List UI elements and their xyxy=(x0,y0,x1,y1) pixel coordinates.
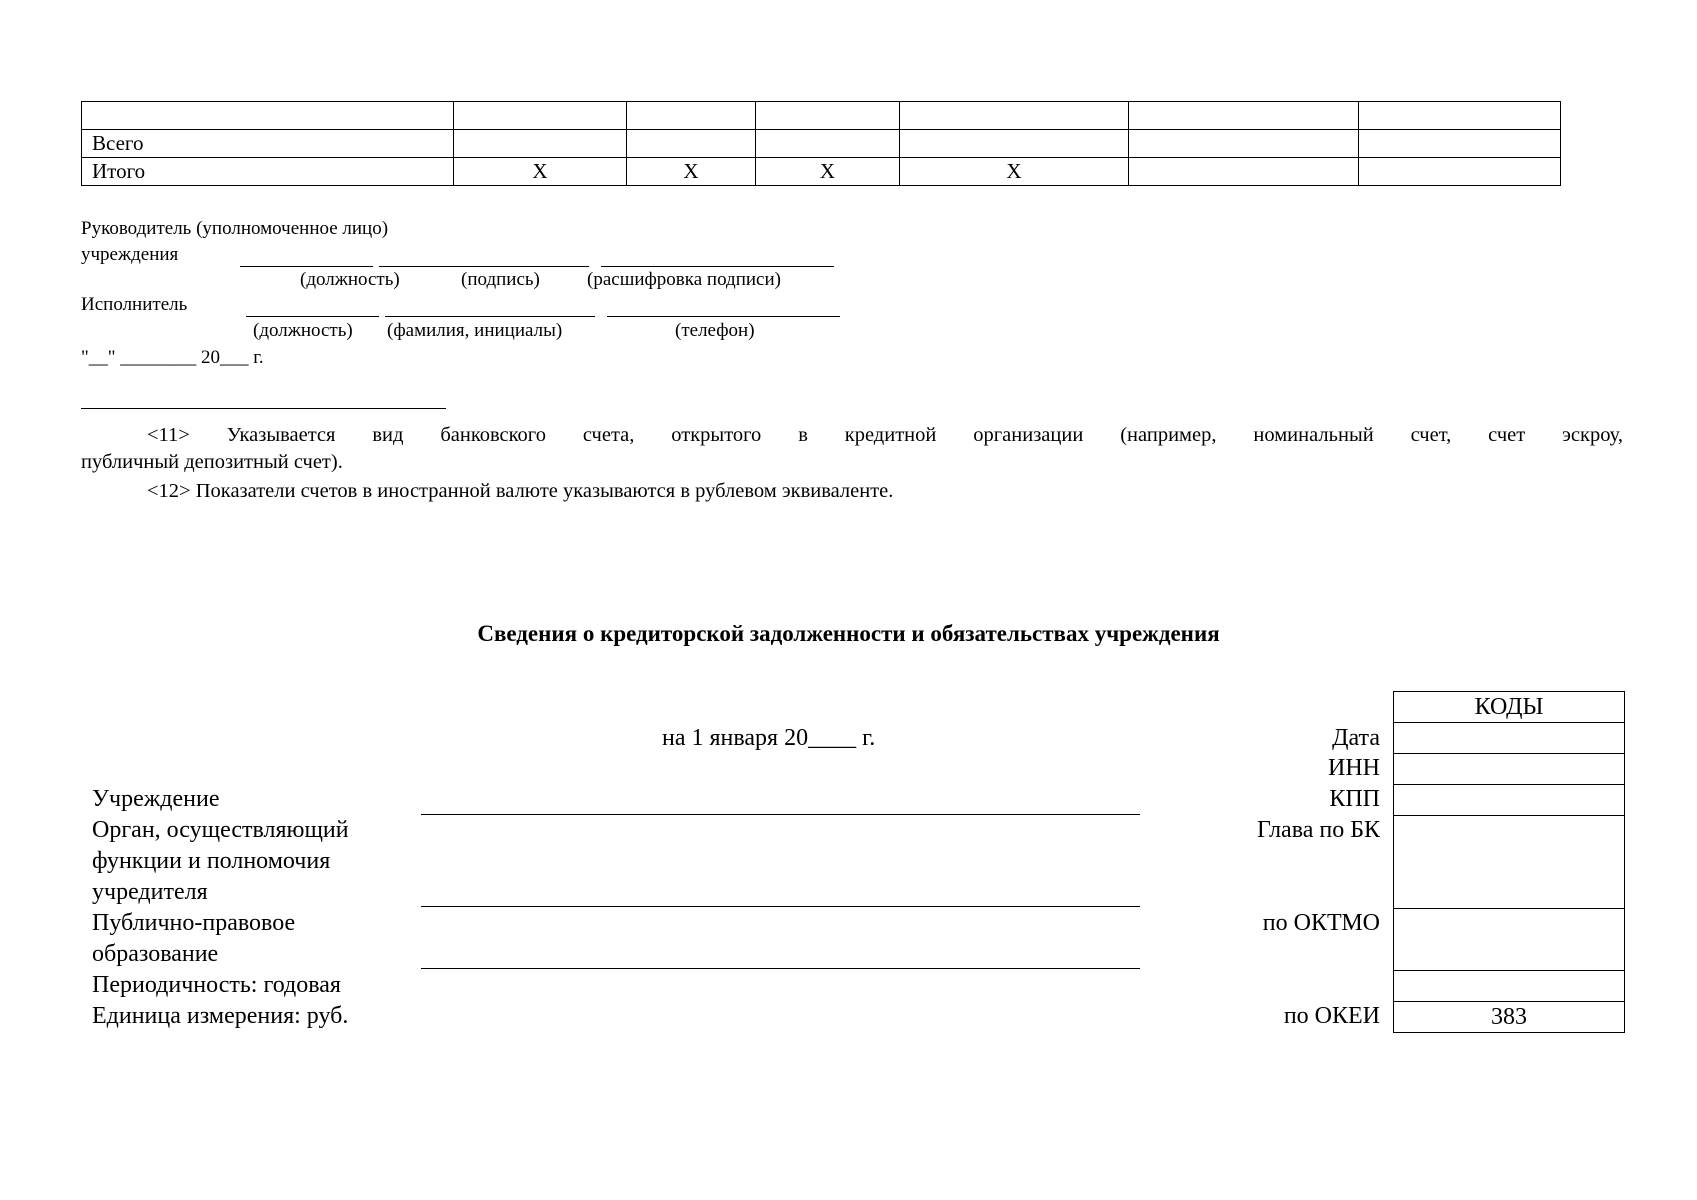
codes-header: КОДЫ xyxy=(1394,692,1624,723)
institution-line xyxy=(421,814,1140,815)
table-cell xyxy=(1129,102,1359,130)
public-entity-line xyxy=(421,968,1140,969)
organ-line xyxy=(421,906,1140,907)
date-line: "__" ________ 20___ г. xyxy=(81,347,264,368)
report-date: на 1 января 20____ г. xyxy=(662,725,876,751)
table-cell xyxy=(627,102,756,130)
label-organ-1: Орган, осуществляющий xyxy=(92,817,349,843)
code-kpp-field[interactable] xyxy=(1394,785,1624,816)
accounts-table xyxy=(81,101,1561,186)
table-row xyxy=(82,102,1561,130)
table-cell xyxy=(1359,158,1561,186)
table-cell xyxy=(756,130,900,158)
report-title: Сведения о кредиторской задолженности и обязательствах учреждения xyxy=(477,621,1220,646)
table-cell: X xyxy=(756,158,900,186)
exec-phone-line xyxy=(607,316,840,317)
head-caption-signature: (подпись) xyxy=(461,269,540,290)
label-institution: Учреждение xyxy=(92,786,220,812)
label-okei: по ОКЕИ xyxy=(1283,1003,1380,1029)
code-inn-field[interactable] xyxy=(1394,754,1624,785)
table-cell: X xyxy=(900,158,1129,186)
label-public-1: Публично-правовое xyxy=(92,910,296,936)
code-oktmo-field[interactable] xyxy=(1394,909,1624,971)
row-label-total: Всего xyxy=(82,130,454,158)
label-organ-2: функции и полномочия xyxy=(92,848,331,874)
exec-caption-phone: (телефон) xyxy=(675,320,755,341)
label-oktmo: по ОКТМО xyxy=(1262,910,1380,936)
table-row xyxy=(82,158,1561,186)
footnote-12: <12> Показатели счетов в иностранной валюте указываются в рублевом эквиваленте. xyxy=(147,480,894,502)
footnote-separator xyxy=(81,408,446,409)
head-label-line2: учреждения xyxy=(81,244,179,265)
table-cell xyxy=(454,102,627,130)
footnote-11-line2: публичный депозитный счет). xyxy=(81,451,343,473)
head-decoding-line xyxy=(601,266,834,267)
label-public-2: образование xyxy=(92,941,219,967)
table-cell xyxy=(627,130,756,158)
head-caption-position: (должность) xyxy=(300,269,400,290)
exec-position-line xyxy=(246,316,379,317)
table-cell: X xyxy=(627,158,756,186)
table-cell xyxy=(900,102,1129,130)
row-label-grand-total: Итого xyxy=(82,158,454,186)
label-kpp: КПП xyxy=(1329,786,1380,812)
executor-label: Исполнитель xyxy=(81,294,188,315)
head-caption-decoding: (расшифровка подписи) xyxy=(587,269,781,290)
head-label-line1: Руководитель (уполномоченное лицо) xyxy=(81,218,389,239)
table-cell xyxy=(900,130,1129,158)
code-periodicity-field[interactable] xyxy=(1394,971,1624,1002)
table-cell xyxy=(1129,158,1359,186)
code-okei-field[interactable]: 383 xyxy=(1394,1002,1624,1033)
code-chapter-field[interactable] xyxy=(1394,816,1624,909)
label-periodicity: Периодичность: годовая xyxy=(92,972,341,998)
head-position-line xyxy=(240,266,373,267)
table-cell xyxy=(454,130,627,158)
label-date: Дата xyxy=(1332,725,1380,751)
table-row xyxy=(82,130,1561,158)
table-cell: X xyxy=(454,158,627,186)
table-cell xyxy=(1359,130,1561,158)
code-date-field[interactable] xyxy=(1394,723,1624,754)
footnote-11-line1: <11> Указывается вид банковского счета, открытого в кредитной организации (например, номинальный счет, счет эскроу, xyxy=(147,424,1623,446)
label-unit: Единица измерения: руб. xyxy=(92,1003,349,1029)
exec-caption-position: (должность) xyxy=(253,320,353,341)
exec-name-line xyxy=(385,316,595,317)
head-signature-line xyxy=(379,266,589,267)
table-cell xyxy=(1129,130,1359,158)
label-chapter: Глава по БК xyxy=(1257,817,1380,843)
label-inn: ИНН xyxy=(1328,755,1380,781)
table-cell xyxy=(82,102,454,130)
exec-caption-name: (фамилия, инициалы) xyxy=(387,320,563,341)
table-cell xyxy=(756,102,900,130)
codes-box xyxy=(1393,691,1625,1033)
table-cell xyxy=(1359,102,1561,130)
label-organ-3: учредителя xyxy=(92,879,208,905)
